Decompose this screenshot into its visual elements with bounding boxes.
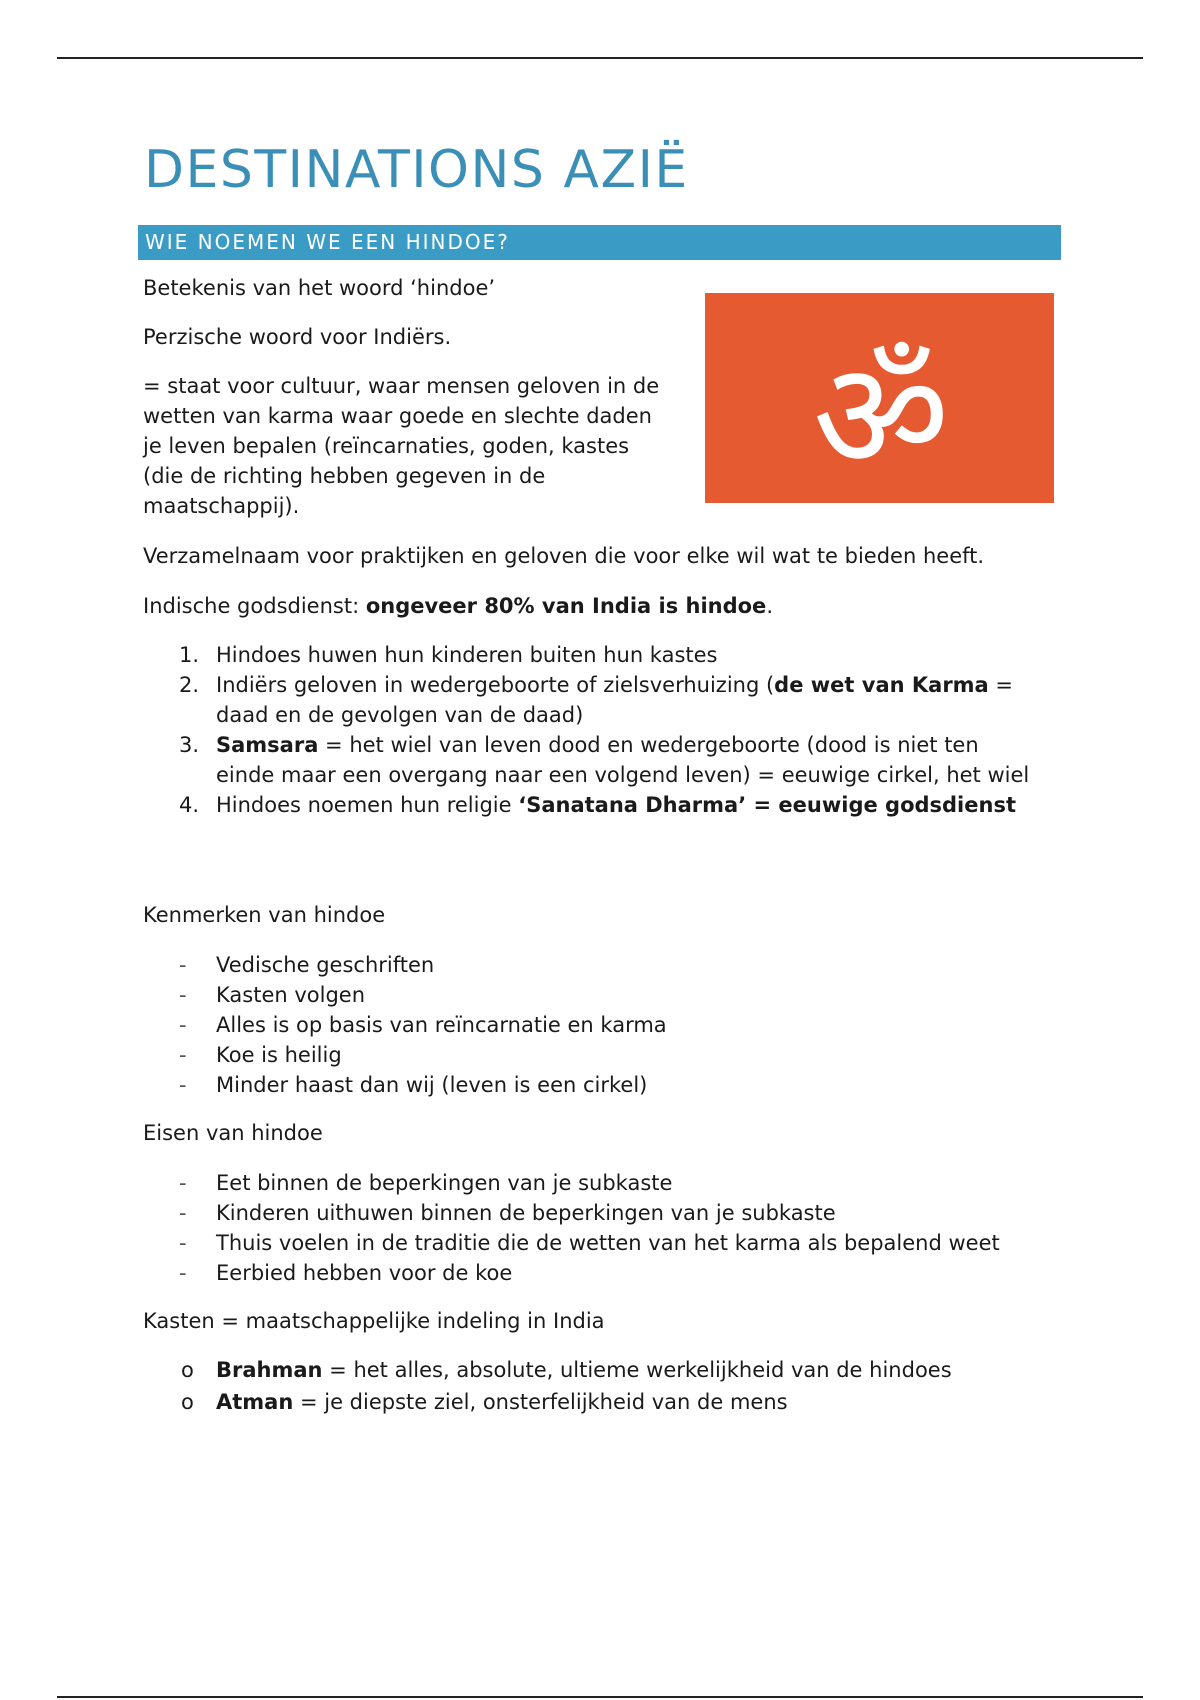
list-item xyxy=(143,980,1073,1010)
list-text: Hindoes noemen hun religie xyxy=(216,793,519,817)
list-number: 1. xyxy=(179,643,200,667)
circle-bullet: o xyxy=(181,1358,194,1382)
religion-prefix: Indische godsdienst: xyxy=(143,594,366,618)
definition-paragraph: = staat voor cultuur, waar mensen geloven in de wetten van karma waar goede en slechte daden je leven bepalen (reïncarnaties, goden, kastes (die de richting hebben gegeven in de maatschappij). xyxy=(143,374,660,518)
list-bold: Brahman xyxy=(216,1358,323,1382)
list-text: = daad en de gevolgen van de daad) xyxy=(216,673,1014,727)
list-text: Eet binnen de beperkingen van je subkaste xyxy=(216,1171,673,1195)
requirements-list xyxy=(143,1168,1073,1288)
dash-bullet: - xyxy=(179,1073,187,1097)
list-bold: de wet van Karma xyxy=(774,673,989,697)
list-number: 2. xyxy=(179,673,200,697)
list-item xyxy=(143,1010,1073,1040)
castes-list xyxy=(143,1354,1073,1418)
list-item xyxy=(143,640,1043,670)
list-text: = het alles, absolute, ultieme werkelijkheid van de hindoes xyxy=(322,1358,952,1382)
list-text: = je diepste ziel, onsterfelijkheid van de mens xyxy=(293,1390,788,1414)
numbered-list xyxy=(143,640,1043,820)
page-title: DESTINATIONS AZIË xyxy=(144,140,689,200)
dash-bullet: - xyxy=(179,1201,187,1225)
list-bold: ‘Sanatana Dharma’ = eeuwige godsdienst xyxy=(518,793,1016,817)
list-text: Indiërs geloven in wedergeboorte of zielsverhuizing ( xyxy=(216,673,775,697)
dash-bullet: - xyxy=(179,983,187,1007)
list-number: 3. xyxy=(179,733,200,757)
dash-bullet: - xyxy=(179,1231,187,1255)
list-text: Alles is op basis van reïncarnatie en karma xyxy=(216,1013,667,1037)
top-rule xyxy=(57,57,1143,59)
list-item xyxy=(143,730,1043,790)
list-text: = het wiel van leven dood en wedergeboorte (dood is niet ten einde maar een overgang naar een volgend leven) = eeuwige cirkel, het wiel xyxy=(216,733,1030,787)
list-text: Eerbied hebben voor de koe xyxy=(216,1261,513,1285)
list-text: Koe is heilig xyxy=(216,1043,342,1067)
om-symbol-icon: ॐ xyxy=(812,330,950,503)
religion-suffix: . xyxy=(766,594,773,618)
list-text: Hindoes huwen hun kinderen buiten hun kastes xyxy=(216,643,718,667)
list-text: Kasten volgen xyxy=(216,983,366,1007)
list-text: Kinderen uithuwen binnen de beperkingen van je subkaste xyxy=(216,1201,836,1225)
meaning-heading: Betekenis van het woord ‘hindoe’ xyxy=(143,276,496,300)
list-item xyxy=(143,1070,1073,1100)
section-heading: WIE NOEMEN WE EEN HINDOE? xyxy=(138,225,1061,260)
list-bold: Samsara xyxy=(216,733,319,757)
circle-bullet: o xyxy=(181,1390,194,1414)
list-item xyxy=(143,950,1073,980)
castes-heading: Kasten = maatschappelijke indeling in India xyxy=(143,1309,605,1333)
collective-paragraph: Verzamelnaam voor praktijken en geloven die voor elke wil wat te bieden heeft. xyxy=(143,544,985,568)
characteristics-list xyxy=(143,950,1073,1100)
requirements-heading: Eisen van hindoe xyxy=(143,1121,323,1145)
bottom-rule xyxy=(57,1696,1143,1698)
dash-bullet: - xyxy=(179,1261,187,1285)
list-item xyxy=(143,1386,1073,1418)
list-text: Vedische geschriften xyxy=(216,953,435,977)
persian-paragraph: Perzische woord voor Indiërs. xyxy=(143,325,452,349)
list-item xyxy=(143,670,1043,730)
religion-bold: ongeveer 80% van India is hindoe xyxy=(365,594,767,618)
dash-bullet: - xyxy=(179,1043,187,1067)
list-item xyxy=(143,1040,1073,1070)
list-number: 4. xyxy=(179,793,200,817)
list-item xyxy=(143,1258,1073,1288)
list-item xyxy=(143,1168,1073,1198)
religion-paragraph xyxy=(143,591,1073,621)
list-item xyxy=(143,1198,1073,1228)
characteristics-heading: Kenmerken van hindoe xyxy=(143,903,386,927)
list-item xyxy=(143,790,1043,820)
dash-bullet: - xyxy=(179,1171,187,1195)
dash-bullet: - xyxy=(179,1013,187,1037)
list-text: Thuis voelen in de traditie die de wetten van het karma als bepalend weet xyxy=(216,1231,1000,1255)
list-item xyxy=(143,1228,1073,1258)
dash-bullet: - xyxy=(179,953,187,977)
om-symbol-image xyxy=(705,293,1054,503)
list-bold: Atman xyxy=(216,1390,294,1414)
list-item xyxy=(143,1354,1073,1386)
list-text: Minder haast dan wij (leven is een cirkel) xyxy=(216,1073,648,1097)
